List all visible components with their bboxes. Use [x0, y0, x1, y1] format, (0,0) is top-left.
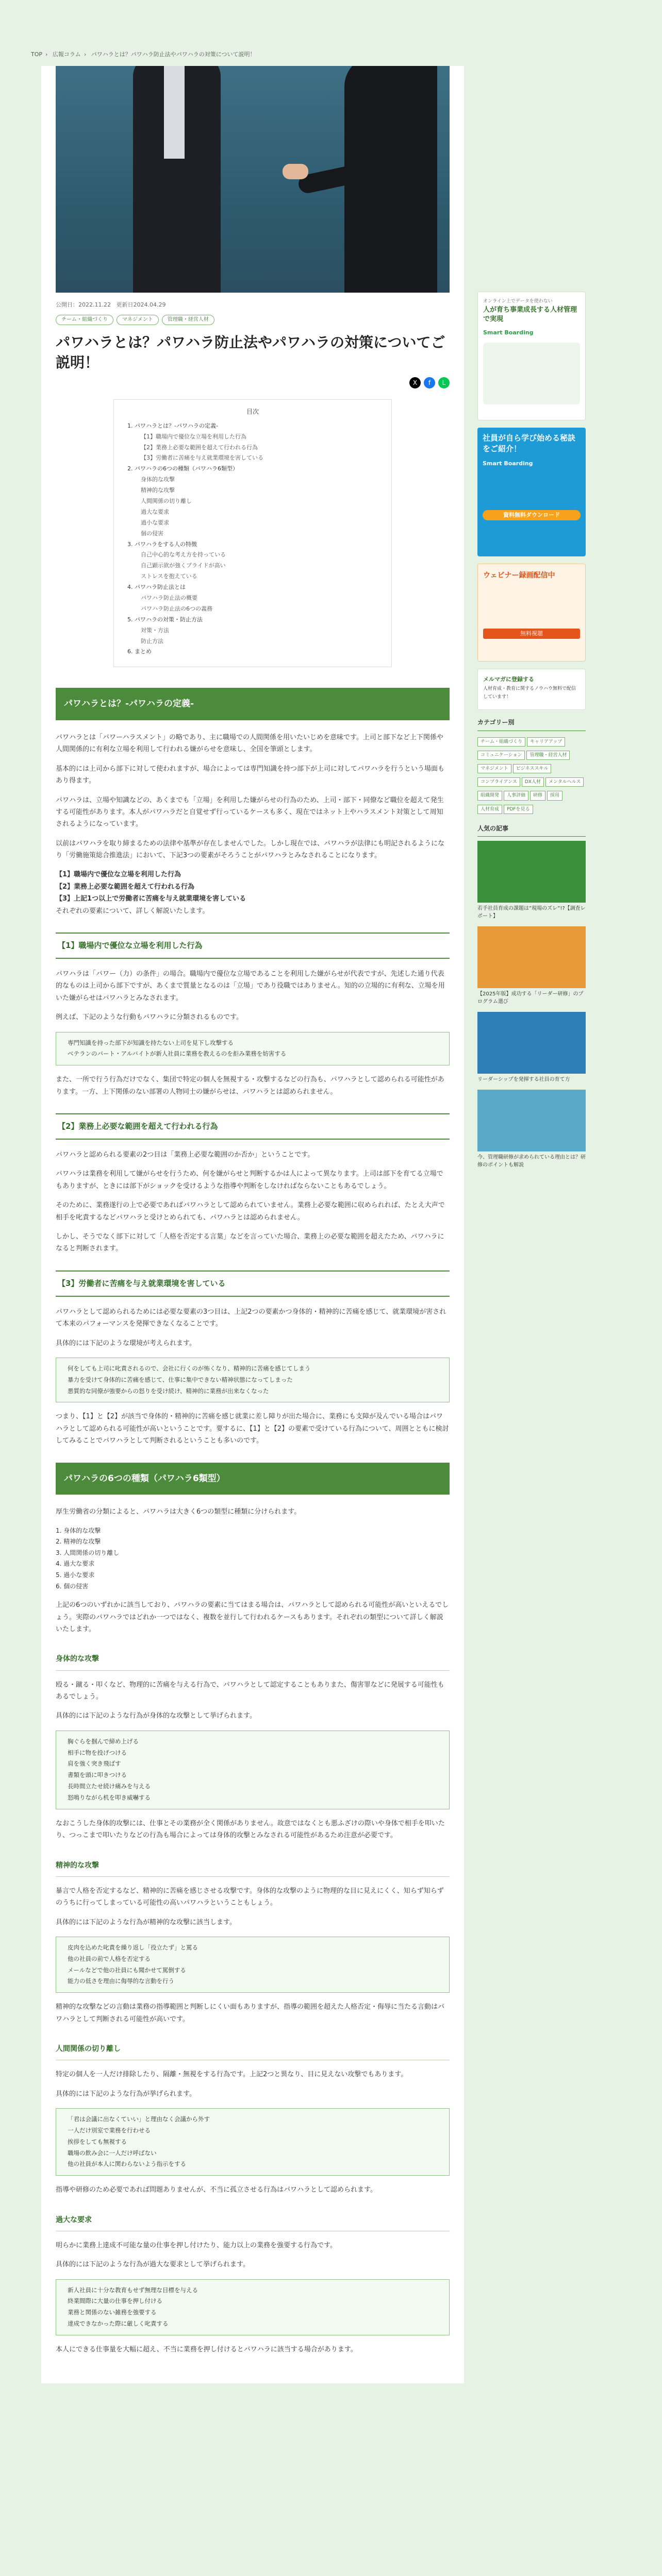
tag[interactable]: チーム・組織づくり — [56, 315, 113, 325]
list-item: 1. 身体的な攻撃 — [56, 1527, 101, 1534]
list-item: メールなどで他の社員にも聞かせて罵倒する — [68, 1966, 186, 1974]
list-item: 能力の低さを理由に侮辱的な言動を行う — [68, 1977, 174, 1985]
toc-subitem[interactable]: パワハラ防止法の6つの義務 — [141, 605, 212, 612]
subsection-heading: 精神的な攻撃 — [56, 1859, 450, 1877]
popular-article[interactable] — [477, 1012, 586, 1083]
category-tag[interactable]: DX人材 — [522, 777, 544, 787]
subsection-heading: 身体的な攻撃 — [56, 1653, 450, 1670]
subsection-heading: 【2】業務上必要な範囲を超えて行われる行為 — [56, 1113, 450, 1140]
breadcrumb-current: パワハラとは？パワハラ防止法やパワハラの対策について説明！ — [91, 51, 256, 58]
category-tag[interactable]: 人事評価 — [504, 791, 528, 800]
example-box — [56, 1937, 450, 1993]
banner-ad[interactable] — [477, 564, 586, 662]
example-box — [56, 2279, 450, 2335]
list-item: 書類を頭に叩きつける — [68, 1771, 127, 1779]
category-tag[interactable]: チーム・組織づくり — [477, 737, 525, 747]
toc-subitem[interactable]: 【3】労働者に苦痛を与え就業環境を害している — [141, 454, 263, 462]
article-thumbnail[interactable] — [477, 1012, 586, 1074]
paragraph: パワハラは業務を利用して嫌がらせを行うため、何を嫌がらせと判断するかは人によって異なります。上司は部下を育てる立場でもありますが、ときには部下がショックを受けるような指導や判断をしなければならないこともあるでしょう。 — [56, 1170, 443, 1190]
list-item: 暴力を受けて身体的に苦痛を感じて、仕事に集中できない精神状態になってしまった — [68, 1376, 293, 1383]
ad-brand: Smart Boarding — [483, 460, 533, 467]
list-item: 新人社員に十分な教育もせず無理な目標を与える — [68, 2286, 198, 2294]
breadcrumb-top[interactable]: TOP — [31, 51, 43, 58]
paragraph: 明らかに業務上達成不可能な量の仕事を押し付けたり、能力以上の業務を強要する行為です。 — [56, 2241, 337, 2249]
x-share-icon[interactable]: X — [409, 377, 421, 388]
newsletter-title: メルマガに登録する — [483, 676, 534, 683]
paragraph: パワハラは「パワー（力）の条件」の場合。職場内で優位な立場であることを利用した嫌がらせが代表ですが、先述した通り代表的なものは上司から部下ですが、あくまで質量となるのは「立場」であり役職ではありません。知的の立場的に有利な、立場を用いた嫌がらせはパワハラとみなされます。 — [56, 970, 445, 1002]
share-buttons — [56, 377, 450, 389]
example-box — [56, 1358, 450, 1403]
banner-ad[interactable] — [477, 428, 586, 556]
list-item: 6. 個の侵害 — [56, 1582, 89, 1590]
toc-item[interactable]: 6. まとめ — [127, 648, 152, 655]
paragraph: 精神的な攻撃などの言動は業務の指導範囲と判断しにくい面もありますが、指導の範囲を超えた人格否定・侮辱に当たる言動はパワハラとして判断される可能性が高いです。 — [56, 2003, 445, 2023]
list-item: 挨拶をしても無視する — [68, 2138, 127, 2145]
page-title: パワハラとは？パワハラ防止法やパワハラの対策についてご説明！ — [56, 334, 445, 371]
point: 【3】上記1つ以上で労働者に苦痛を与え就業環境を害している — [56, 895, 246, 903]
tag-list — [56, 313, 450, 325]
toc-subitem[interactable]: 過大な要求 — [141, 508, 169, 515]
ad-title: ウェビナー録画配信中 — [483, 571, 555, 580]
list-item: 2. 精神的な攻撃 — [56, 1538, 101, 1546]
paragraph: しかし、そうでなく部下に対して「人格を否定する言葉」などを言っていた場合、業務上の必要な範囲を超えたため、パワハラになると判断されます。 — [56, 1233, 444, 1253]
category-tag[interactable]: 採用 — [547, 791, 562, 800]
list-item: 相手に物を投げつける — [68, 1749, 127, 1756]
download-button[interactable]: 資料無料ダウンロード — [483, 510, 581, 520]
paragraph: 具体的には下記のような行為が過大な要求として挙げられます。 — [56, 2261, 250, 2269]
paragraph: 基本的には上司から部下に対して使われますが、場合によっては専門知識を持つ部下が上司に対してパワハラを行うという場面もあり得ます。 — [56, 765, 445, 785]
list-item: 皮肉を込めた叱責を繰り返し「役立たず」と罵る — [68, 1943, 198, 1951]
tag[interactable]: マネジメント — [117, 315, 159, 325]
list-item: 達成できなかった際に厳しく叱責する — [68, 2320, 169, 2328]
article-dates — [56, 300, 450, 310]
toc-subitem[interactable]: 自己顕示欲が強くプライドが高い — [141, 562, 226, 569]
paragraph: パワハラとは「パワーハラスメント」の略であり、主に職場での人間関係を用いたいじめを意味です。上司と部下など上下関係や人間関係的に有利な立場を利用して行われる嫌がらせを意味し、全国を筆頭とします。 — [56, 733, 443, 754]
category-tag[interactable]: メンタルヘルス — [545, 777, 584, 787]
toc-item[interactable]: 4. パワハラ防止法とは — [127, 584, 186, 591]
list-item: 3. 人間関係の切り離し — [56, 1549, 120, 1556]
facebook-share-icon[interactable]: f — [424, 377, 435, 388]
paragraph: 具体的には下記のような環境が考えられます。 — [56, 1339, 196, 1347]
ad-small-text: オンライン上でデータを使わない — [483, 299, 553, 304]
toc-subitem[interactable]: 防止方法 — [141, 637, 163, 645]
article — [41, 66, 464, 2383]
paragraph: また、一所で行う行為だけでなく、集団で特定の個人を無視する・攻撃するなどの行為も、パワハラとして認められる可能性があります。一方、上下関係のない部署の人物同士の嫌がらせは、パワハラとは認められません。 — [56, 1076, 444, 1096]
toc-subitem[interactable]: ストレスを抱えている — [141, 573, 197, 580]
article-thumbnail[interactable] — [477, 926, 586, 988]
paragraph: 本人にできる仕事量を大幅に超え、不当に業務を押し付けるとパワハラに該当する場合があります。 — [56, 2346, 357, 2354]
list-item: 何をしても上司に叱責されるので、会社に行くのが怖くなり、精神的に苦痛を感じてしまう — [68, 1364, 311, 1372]
list-item: 「君は会議に出なくていい」と理由なく会議から外す — [68, 2115, 210, 2123]
list-item: ベテランのパート・アルバイトが新人社員に業務を教えるのを拒み業務を妨害する — [68, 1050, 287, 1058]
toc-subitem[interactable]: 身体的な攻撃 — [141, 476, 175, 483]
list-item: 他の社員が本人に関わらないよう指示をする — [68, 2160, 186, 2168]
paragraph: 以前はパワハラを取り締まるための法律や基準が存在しませんでした。しかし現在では、パワハラが法律にも明記されるようになり「労働施策総合推進法」において、下記3つの要素がそろうことがパワハラとみなされることになります。 — [56, 839, 445, 860]
tag[interactable]: 管理職・経営人材 — [162, 315, 214, 325]
toc-item[interactable]: 1. パワハラとは？-パワハラの定義- — [127, 422, 218, 429]
category-tag[interactable]: コンプライアンス — [477, 777, 520, 787]
article-title[interactable]: リーダーシップを発揮する社員の育て方 — [477, 1077, 570, 1083]
popular-article[interactable] — [477, 841, 586, 920]
section-heading: パワハラとは？-パワハラの定義- — [56, 688, 450, 720]
category-tag[interactable]: 管理職・経営人材 — [526, 751, 570, 760]
line-share-icon[interactable]: L — [438, 377, 450, 388]
list-item: 長時間立たせ続け痛みを与える — [68, 1783, 151, 1790]
subsection-heading: 人間関係の切り離し — [56, 2043, 450, 2060]
toc-item[interactable]: 5. パワハラの対策・防止方法 — [127, 616, 203, 623]
article-title[interactable]: 今、管理職研修が求められている理由とは？研修のポイントも解説 — [477, 1155, 586, 1168]
article-thumbnail[interactable] — [477, 841, 586, 903]
sidebar — [477, 292, 586, 1175]
subsection-heading: 【3】労働者に苦痛を与え就業環境を害している — [56, 1270, 450, 1297]
paragraph: 殴る・蹴る・叩くなど、物理的に苦痛を与える行為で、パワハラとして認定することもありまた、傷害罪などに発展する可能性もあるでしょう。 — [56, 1681, 444, 1701]
list-item: 悪質的な同僚が強要からの怒りを受け続け、精神的に業務が出来なくなった — [68, 1387, 269, 1395]
table-of-contents — [113, 399, 392, 667]
toc-subitem[interactable]: 精神的な攻撃 — [141, 487, 175, 494]
paragraph: つまり、【1】と【2】が該当で身体的・精神的に苦痛を感じ就業に差し障りが出た場合に、業務にも支障が及んでいる場合はパワハラとして認められる可能性が高いということです。要するに、【1】と【2】の要素で受けている行為について、周囲とともに検討してみることでパワハラとして判断されるということも多いのです。 — [56, 1413, 449, 1445]
breadcrumb-column[interactable]: 広報コラム — [52, 51, 81, 58]
paragraph: パワハラと認められる要素の2つ目は「業務上必要な範囲のか否か」ということです。 — [56, 1151, 315, 1159]
banner-ad[interactable] — [477, 292, 586, 420]
category-tag[interactable]: ビジネススキル — [513, 764, 552, 773]
newsletter-banner[interactable] — [477, 669, 586, 710]
paragraph: 具体的には下記のような行為が挙げられます。 — [56, 2090, 196, 2098]
breadcrumb: TOP › 広報コラム › パワハラとは？パワハラ防止法やパワハラの対策について説明！ — [31, 51, 256, 58]
category-list — [477, 735, 586, 816]
list-item: 5. 過小な要求 — [56, 1571, 95, 1579]
paragraph: 上記の6つのいずれかに該当しており、パワハラの要素に当てはまる場合は、パワハラとして認められる可能性が高いといえるでしょう。実際のパワハラではどれか一つではなく、複数を並行して行われるケースもあります。それぞれの類型について詳しく解説いたします。 — [56, 1601, 449, 1633]
ad-title: 人が育ち事業成長する人材管理で実現 — [483, 306, 577, 324]
hero-image — [56, 66, 450, 293]
popular-article[interactable] — [477, 926, 586, 1006]
popular-heading: 人気の記事 — [477, 823, 586, 837]
toc-subitem[interactable]: 個の侵害 — [141, 530, 163, 537]
updated-date: 更新日2024.04.29 — [116, 301, 166, 308]
article-title[interactable]: 【2025年版】成功する「リーダー研修」のプログラム選び — [477, 991, 584, 1005]
popular-article[interactable] — [477, 1090, 586, 1169]
category-tag[interactable]: 研修 — [530, 791, 545, 800]
list-item: 4. 過大な要求 — [56, 1560, 95, 1568]
paragraph: パワハラとして認められるためには必要な要素の3つ目は、上記2つの要素かつ身体的・精神的に苦痛を感じて、就業環境が害されて本来のパフォーマンスを発揮できなくなることです。 — [56, 1308, 446, 1328]
category-heading: カテゴリー別 — [477, 717, 586, 731]
list-item: 怒鳴りながら机を叩き威嚇する — [68, 1793, 151, 1801]
paragraph: 特定の個人を一人だけ排除したり、隔離・無視をする行為です。上記2つと異なり、目に見えない攻撃でもあります。 — [56, 2071, 408, 2079]
article-thumbnail[interactable] — [477, 1090, 586, 1151]
list-item: 肩を強く突き飛ばす — [68, 1760, 121, 1768]
ad-brand: Smart Boarding — [483, 329, 534, 336]
category-tag[interactable]: PDFを見る — [504, 805, 533, 814]
toc-subitem[interactable]: パワハラ防止法の概要 — [141, 595, 197, 601]
example-box — [56, 1731, 450, 1809]
toc-item[interactable]: 3. パワハラをする人の特徴 — [127, 540, 197, 548]
category-tag[interactable]: マネジメント — [477, 764, 511, 773]
toc-subitem[interactable]: 【1】職場内で優位な立場を利用した行為 — [141, 433, 246, 440]
toc-subitem[interactable]: 【2】業務上必要な範囲を超えて行われる行為 — [141, 444, 258, 451]
newsletter-sub: 人材育成・教育に関するノウハウ無料で配信しています！ — [483, 686, 576, 700]
paragraph: 具体的には下記のような行為が身体的な攻撃として挙げられます。 — [56, 1712, 256, 1720]
article-title[interactable]: 若手社員育成の課題は”現場のズレ”!?【調査レポート】 — [477, 906, 586, 920]
paragraph: 暴言で人格を否定するなど、精神的に苦痛を感じさせる攻撃です。身体的な攻撃のように物理的な目に見えにくく、知らず知らずのうちに行ってしまっている可能性の高いパワハラということもしょう。 — [56, 1887, 444, 1907]
toc-item[interactable]: 2. パワハラの6つの種類（パワハラ6類型） — [127, 465, 238, 472]
paragraph: 例えば、下記のような行動もパワハラに分類されるものです。 — [56, 1013, 243, 1022]
toc-heading: 目次 — [246, 408, 259, 415]
paragraph: 指導や研修のため必要であれば問題ありませんが、不当に孤立させる行為はパワハラとして認められます。 — [56, 2186, 377, 2194]
subsection-heading: 過大な要求 — [56, 2214, 450, 2231]
list-item: 職場の飲み会に一人だけ呼ばない — [68, 2149, 157, 2157]
example-box — [56, 1032, 450, 1066]
category-tag[interactable]: 組織開発 — [477, 791, 502, 800]
watch-button[interactable]: 無料視聴 — [483, 629, 580, 639]
category-tag[interactable]: 人材育成 — [477, 805, 502, 814]
list-item: 胸ぐらを掴んで締め上げる — [68, 1737, 139, 1745]
paragraph: 厚生労働省の分類によると、パワハラは大きく6つの類型に種類に分けられます。 — [56, 1508, 301, 1516]
ad-title: 社員が自ら学び始める秘訣をご紹介！ — [483, 433, 576, 453]
list-item: 業務と関係のない雑務を強要する — [68, 2309, 157, 2316]
paragraph: 具体的には下記のような行為が精神的な攻撃に該当します。 — [56, 1918, 236, 1926]
list-item: 専門知識を持った部下が知識を持たない上司を見下し攻撃する — [68, 1039, 234, 1046]
toc-subitem[interactable]: 対策・方法 — [141, 626, 169, 634]
list-item: 一人だけ別室で業務を行わせる — [68, 2126, 151, 2134]
paragraph: パワハラは、立場や知識などの、あくまでも「立場」を利用した嫌がらせの行為のため、上司・部下・同僚など職位を超えて発生する可能性があります。本人がパワハラだと自覚せず行っているケースも多く、現在ではネット上やハラスメント対策として周知されるようになっています。 — [56, 796, 444, 828]
list-item: 終業間際に大量の仕事を押し付ける — [68, 2297, 162, 2305]
paragraph: そのために、業務遂行の上で必要であればパワハラとして認められていません。業務上必要な範囲に収められれば、たとえ大声で相手を叱責するなどパワハラと受けとめられても、パワハラとは認められません。 — [56, 1201, 445, 1222]
paragraph: なおこうした身体的攻撃には、仕事とその業務が全く関係がありません。故意ではなくとも悪ふざけの際いや身体で相手を叩いたり、つっこまで叩いたりなどの行為も場合によっては身体的攻撃とみなされる可能性があるため注意が必要です。 — [56, 1819, 445, 1840]
toc-subitem[interactable]: 過小な要求 — [141, 519, 169, 526]
subsection-heading: 【1】職場内で優位な立場を利用した行為 — [56, 933, 450, 959]
example-box — [56, 2108, 450, 2176]
list-item: 他の社員の前で人格を否定する — [68, 1955, 151, 1962]
point: 【1】職場内で優位な立場を利用した行為 — [56, 871, 181, 879]
paragraph: それぞれの要素について、詳しく解説いたします。 — [56, 907, 209, 915]
toc-subitem[interactable]: 人間関係の切り離し — [141, 497, 192, 504]
section-heading: パワハラの6つの種類（パワハラ6類型） — [56, 1463, 450, 1495]
point: 【2】業務上必要な範囲を超えて行われる行為 — [56, 883, 195, 891]
popular-list — [477, 841, 586, 1169]
category-tag[interactable]: キャリアアップ — [527, 737, 565, 747]
toc-subitem[interactable]: 自己中心的な考え方を持っている — [141, 551, 226, 558]
category-tag[interactable]: コミュニケーション — [477, 751, 525, 760]
published-date: 公開日：2022.11.22 — [56, 301, 111, 308]
